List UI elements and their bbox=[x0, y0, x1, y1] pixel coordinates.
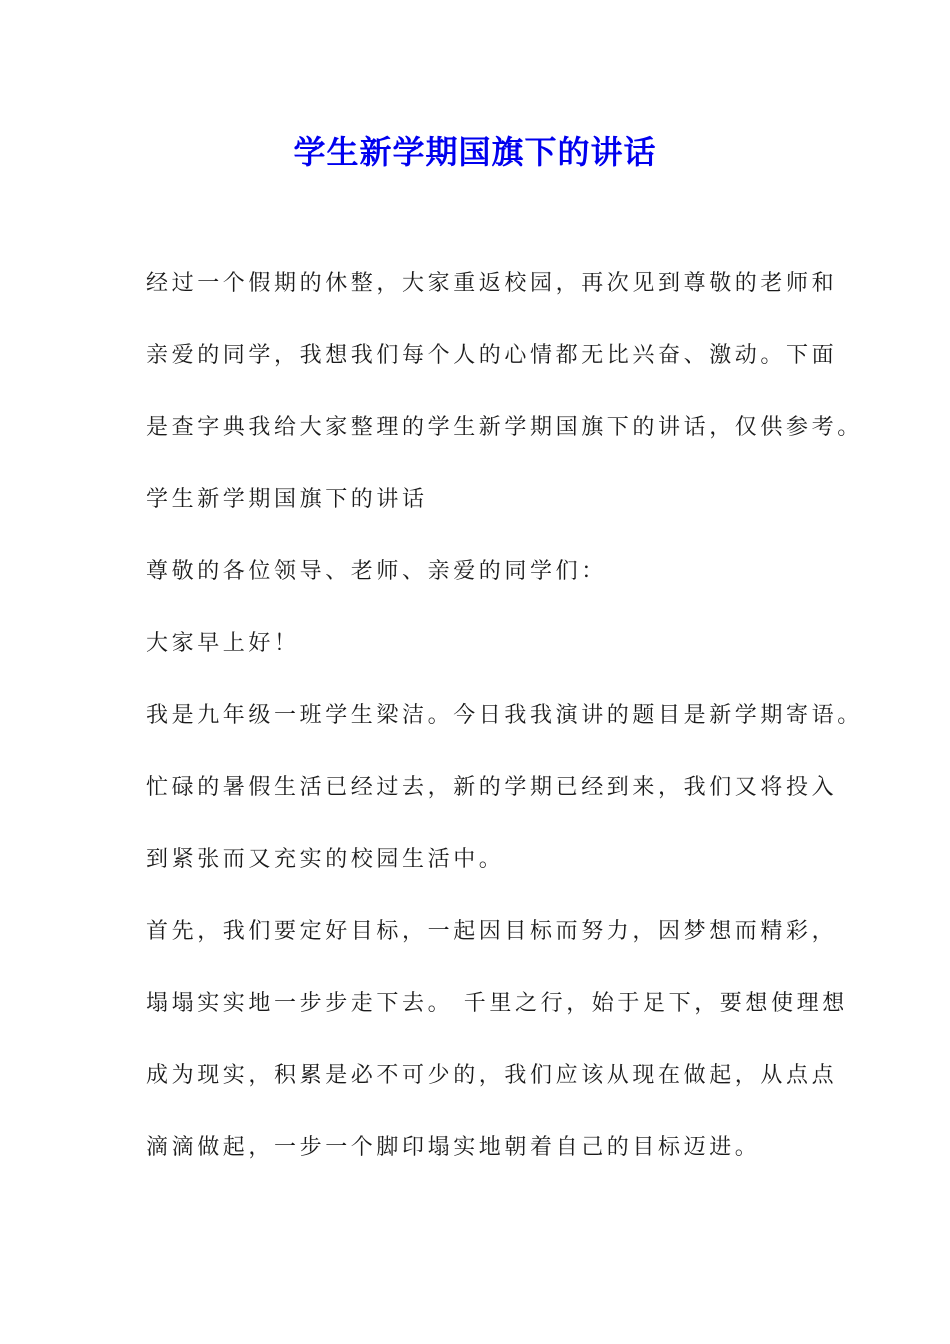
body-line: 忙碌的暑假生活已经过去，新的学期已经到来，我们又将投入 bbox=[146, 775, 838, 800]
document-title: 学生新学期国旗下的讲话 bbox=[293, 133, 657, 171]
body-line: 到紧张而又充实的校园生活中。 bbox=[146, 847, 505, 872]
body-line: 滴滴做起，一步一个脚印塌实地朝着自己的目标迈进。 bbox=[146, 1135, 761, 1160]
section-heading: 学生新学期国旗下的讲话 bbox=[146, 487, 428, 512]
body-line: 经过一个假期的休整，大家重返校园，再次见到尊敬的老师和 bbox=[146, 271, 838, 296]
greeting-line: 大家早上好！ bbox=[146, 631, 300, 656]
body-line: 首先，我们要定好目标，一起因目标而努力，因梦想而精彩， bbox=[146, 919, 838, 944]
body-line: 成为现实，积累是必不可少的，我们应该从现在做起，从点点 bbox=[146, 1063, 838, 1088]
document-body bbox=[146, 248, 863, 1184]
body-line: 我是九年级一班学生梁洁。今日我我演讲的题目是新学期寄语。 bbox=[146, 703, 863, 728]
body-line: 塌塌实实地一步步走下去。 千里之行，始于足下，要想使理想 bbox=[146, 991, 848, 1016]
body-line: 亲爱的同学，我想我们每个人的心情都无比兴奋、激动。下面 bbox=[146, 343, 838, 368]
body-line: 是查字典我给大家整理的学生新学期国旗下的讲话，仅供参考。 bbox=[146, 415, 863, 440]
salutation-line: 尊敬的各位领导、老师、亲爱的同学们： bbox=[146, 559, 607, 584]
